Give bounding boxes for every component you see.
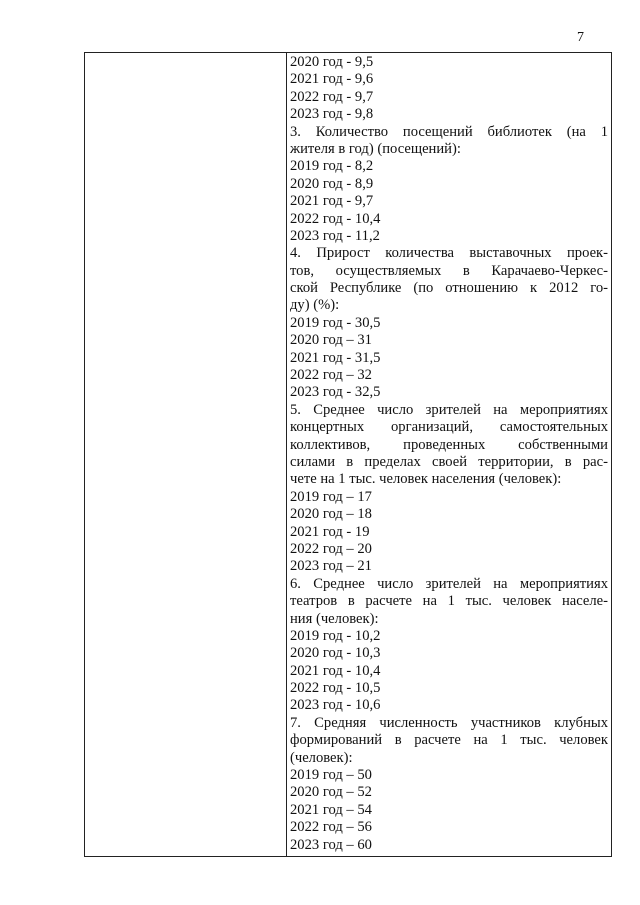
indicator-title-line: жителя в год) (посещений): bbox=[290, 140, 461, 157]
value-line: 2020 год - 9,5 bbox=[290, 54, 374, 70]
value-line: 2021 год - 9,7 bbox=[290, 193, 374, 210]
value-line: 2021 год - 10,4 bbox=[290, 662, 381, 679]
indicator-title-line: 6. Среднее число зрителей на мероприятиях bbox=[290, 575, 608, 592]
value-line: 2023 год - 32,5 bbox=[290, 384, 381, 401]
indicator-title-line: 7. Средняя численность участников клубных bbox=[290, 714, 608, 731]
table-right-cell bbox=[290, 54, 608, 854]
value-line: 2022 год - 10,4 bbox=[290, 210, 381, 227]
value-line: 2022 год - 9,7 bbox=[290, 88, 374, 105]
indicator-block bbox=[290, 245, 608, 402]
value-line: 2022 год – 20 bbox=[290, 540, 372, 557]
indicator-title-line: формирований в расчете на 1 тыс. человек bbox=[290, 732, 608, 749]
value-line: 2020 год - 10,3 bbox=[290, 645, 381, 662]
value-line: 2019 год - 10,2 bbox=[290, 627, 381, 644]
indicator-title-line: 5. Среднее число зрителей на мероприятиях bbox=[290, 401, 608, 418]
indicator-block bbox=[290, 124, 608, 246]
value-line: 2020 год - 8,9 bbox=[290, 175, 374, 192]
value-line: 2021 год - 9,6 bbox=[290, 71, 374, 88]
value-line: 2023 год - 10,6 bbox=[290, 697, 381, 714]
indicator-title-line: силами в пределах своей территории, в рас- bbox=[290, 453, 608, 470]
indicator-block bbox=[290, 576, 608, 715]
value-line: 2019 год - 8,2 bbox=[290, 158, 374, 175]
value-line: 2021 год - 31,5 bbox=[290, 349, 381, 366]
indicator-title-line: театров в расчете на 1 тыс. человек населе- bbox=[290, 593, 608, 610]
indicator-title-line: (человек): bbox=[290, 749, 353, 766]
indicator-title-line: ния (человек): bbox=[290, 610, 379, 627]
value-line: 2023 год – 21 bbox=[290, 558, 372, 575]
value-line: 2022 год – 32 bbox=[290, 367, 372, 384]
value-line: 2019 год – 50 bbox=[290, 767, 372, 784]
value-line: 2020 год – 31 bbox=[290, 332, 372, 349]
value-line: 2020 год – 52 bbox=[290, 784, 372, 801]
indicator-title-line: 4. Прирост количества выставочных проек- bbox=[290, 245, 608, 262]
page-number: 7 bbox=[577, 30, 584, 45]
indicator-title-line: ду) (%): bbox=[290, 297, 340, 314]
indicator-title-line: 3. Количество посещений библиотек (на 1 bbox=[290, 123, 608, 140]
indicator-title-line: концертных организаций, самостоятельных bbox=[290, 419, 608, 436]
value-line: 2022 год – 56 bbox=[290, 819, 372, 836]
indicator-title-line: ской Республике (по отношению к 2012 го- bbox=[290, 280, 608, 297]
value-line: 2023 год - 11,2 bbox=[290, 227, 380, 244]
indicator-title-line: чете на 1 тыс. человек населения (человек): bbox=[290, 471, 562, 488]
value-line: 2021 год - 19 bbox=[290, 523, 370, 540]
value-line: 2019 год – 17 bbox=[290, 488, 372, 505]
value-line: 2022 год - 10,5 bbox=[290, 680, 381, 697]
indicator-block bbox=[290, 402, 608, 576]
indicator-block bbox=[290, 715, 608, 854]
column-divider bbox=[286, 53, 287, 856]
document-table bbox=[84, 52, 612, 857]
value-line: 2019 год - 30,5 bbox=[290, 314, 381, 331]
value-line: 2023 год - 9,8 bbox=[290, 106, 374, 123]
indicator-title-line: тов, осуществляемых в Карачаево-Черкес- bbox=[290, 262, 608, 279]
value-line: 2023 год – 60 bbox=[290, 836, 372, 853]
value-line: 2021 год – 54 bbox=[290, 801, 372, 818]
value-line: 2020 год – 18 bbox=[290, 506, 372, 523]
indicator-title-line: коллективов, проведенных собственными bbox=[290, 436, 608, 453]
